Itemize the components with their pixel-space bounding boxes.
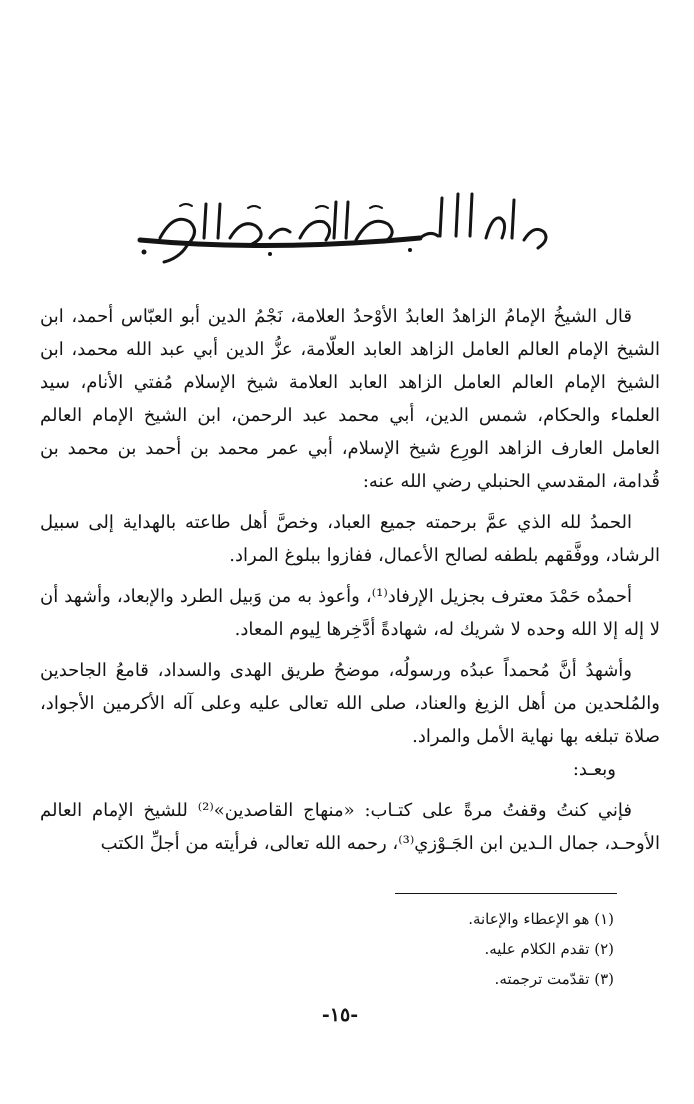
- footnote-1: (١) هو الإعطاء والإعانة.: [468, 910, 614, 928]
- transition-word: وبعـد:: [572, 759, 616, 780]
- basmala-calligraphy-icon: [120, 188, 560, 268]
- intro-paragraph: قال الشيخُ الإمامُ الزاهدُ العابدُ الأوْحدُ العلامة، نَجْمُ الدين أبو العبّاس أحمد، ابن الشيخ الإمام العالم العامل الزاهد العابد العلّامة، عزُّ الدين أبي عبد الله محمد، ابن الشيخ الإمام العالم العامل الزاهد العابد العلامة شيخ الإسلام مُفتي الأنام، سيد العلماء والحكام، شمس الدين، أبي محمد عبد الرحمن، ابن الشيخ الإمام العالم العامل العارف الزاهد الورِع شيخ الإسلام، أبي عمر محمد بن أحمد بن محمد بن قُدامة، المقدسي الحنبلي رضي الله عنه:: [40, 306, 660, 492]
- footnote-2: (٢) تقدم الكلام عليه.: [484, 940, 614, 958]
- prophet-paragraph: وأشهدُ أنَّ مُحمداً عبدُه ورسولُه، موضحُ طريق الهدى والسداد، قامعُ الجاحدين والمُلحدين من أهل الزيغ والعناد، صلى الله تعالى عليه وعلى آله الأكرمين الأجواد، صلاة تبلغه بها نهاية الأمل والمراد.: [40, 660, 660, 747]
- praise-paragraph: الحمدُ لله الذي عمَّ برحمته جميع العباد، وخصَّ أهل طاعته بالهداية إلى سبيل الرشاد، ووفَّقهم بلطفه لصالح الأعمال، ففازوا ببلوغ المراد.: [40, 512, 660, 566]
- page-number: -١٥-: [321, 1004, 359, 1026]
- footnotes: [314, 904, 614, 994]
- footnote-3: (٣) تقدّمت ترجمته.: [494, 970, 614, 988]
- main-text: [40, 300, 660, 868]
- basmala-calligraphy: [120, 188, 560, 268]
- footnote-divider: [395, 893, 617, 894]
- testimony-paragraph: أحمدُه حَمْدَ معترف بجزيل الإرفاد⁽¹⁾، وأعوذ به من وَبيل الطرد والإبعاد، وأشهد أن لا إله إلا الله وحده لا شريك له، شهادةً أدَّخِرها لِيوم المعاد.: [40, 586, 660, 640]
- book-mention-paragraph: فإني كنتُ وقفتُ مرةً على كتـاب: «منهاج القاصدين»⁽²⁾ للشيخ الإمام العالم الأوحـد، جمال الـدين ابن الجَـوْزي⁽³⁾، رحمه الله تعالى، فرأيته من أجلِّ الكتب: [40, 800, 660, 854]
